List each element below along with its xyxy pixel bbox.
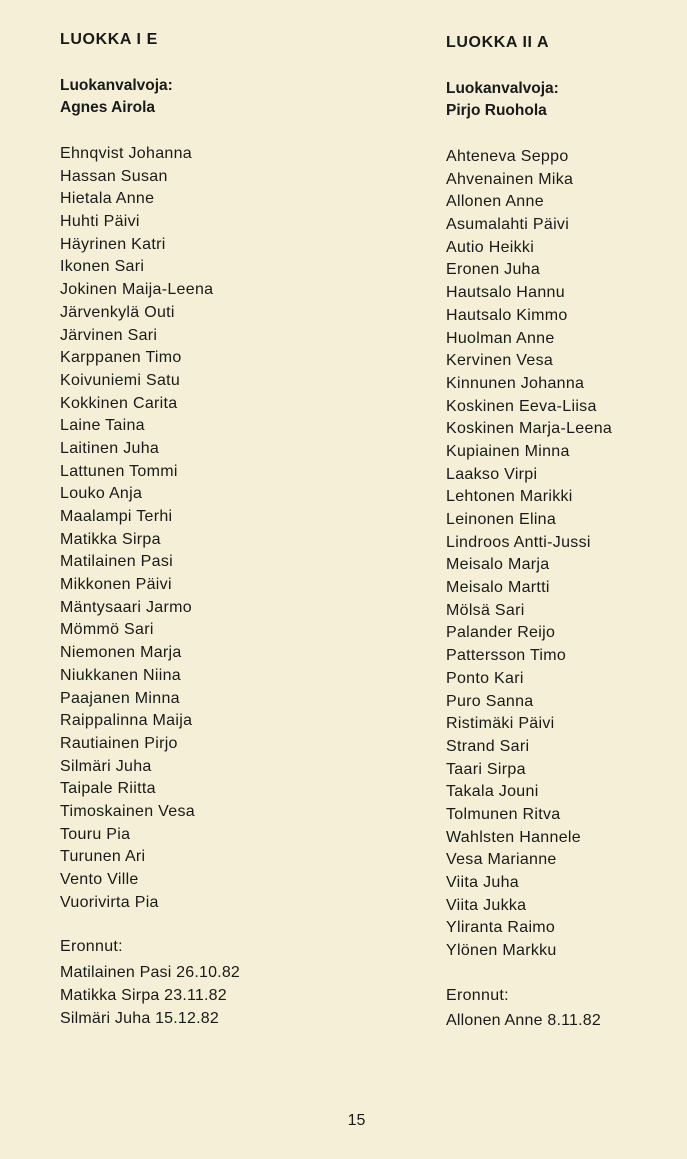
class-heading: LUOKKA I E: [60, 31, 158, 48]
student-name: Strand Sari: [446, 737, 530, 755]
student-name: Meisalo Martti: [446, 579, 550, 597]
student-name: Touru Pia: [60, 825, 131, 843]
student-name: Vuorivirta Pia: [60, 893, 159, 911]
student-name: Ahteneva Seppo: [446, 148, 569, 165]
student-name: Rautiainen Pirjo: [60, 734, 178, 752]
student-name: Niemonen Marja: [60, 644, 182, 662]
student-name: Järvinen Sari: [60, 326, 158, 344]
resigned-entry: Matikka Sirpa 23.11.82: [60, 987, 227, 1005]
student-name: Mömmö Sari: [60, 621, 154, 639]
student-name: Niukkanen Niina: [60, 666, 182, 684]
supervisor-label: Luokanvalvoja:: [60, 77, 173, 94]
student-name: Laine Taina: [60, 417, 145, 435]
resigned-entry: Silmäri Juha 15.12.82: [60, 1010, 219, 1028]
class-2a-column: [446, 33, 687, 1032]
student-name: Taari Sirpa: [446, 760, 526, 778]
student-name: Turunen Ari: [60, 848, 146, 866]
resigned-label: Eronnut:: [446, 986, 509, 1004]
student-name: Tolmunen Ritva: [446, 805, 561, 823]
student-name: Huolman Anne: [446, 329, 555, 347]
student-name: Paajanen Minna: [60, 689, 180, 707]
student-name: Ehnqvist Johanna: [60, 145, 193, 162]
student-name: Koskinen Marja-Leena: [446, 420, 613, 438]
student-name: Eronen Juha: [446, 261, 541, 279]
student-name: Leinonen Elina: [446, 511, 557, 528]
student-name: Asumalahti Päivi: [446, 216, 570, 234]
student-name: Hietala Anne: [60, 190, 155, 208]
page-number: 15: [347, 1112, 366, 1129]
student-name: Kervinen Vesa: [446, 352, 554, 370]
student-name: Laitinen Juha: [60, 439, 160, 457]
supervisor-name: Pirjo Ruohola: [446, 102, 547, 119]
student-name: Takala Jouni: [446, 783, 539, 801]
student-name: Taipale Riitta: [60, 780, 156, 798]
student-name: Timoskainen Vesa: [60, 802, 195, 820]
student-name: Kokkinen Carita: [60, 394, 178, 412]
student-name: Ikonen Sari: [60, 258, 145, 276]
student-name: Allonen Anne: [446, 193, 544, 211]
student-name: Hassan Susan: [60, 167, 168, 185]
student-name: Puro Sanna: [446, 692, 534, 710]
student-name: Autio Heikki: [446, 238, 535, 256]
student-name: Koivuniemi Satu: [60, 371, 181, 389]
class-heading: LUOKKA II A: [446, 34, 550, 51]
resigned-list: [446, 1009, 687, 1032]
student-name: Maalampi Terhi: [60, 508, 173, 525]
student-name: Viita Juha: [446, 874, 519, 891]
student-name: Matikka Sirpa: [60, 530, 161, 548]
student-name: Lindroos Antti-Jussi: [446, 533, 591, 551]
student-name: Matilainen Pasi: [60, 553, 173, 571]
student-list: [446, 146, 687, 963]
student-name: Huhti Päivi: [60, 213, 140, 231]
student-name: Ylönen Markku: [446, 942, 557, 960]
student-name: Jokinen Maija-Leena: [60, 281, 214, 299]
student-name: Palander Reijo: [446, 624, 556, 642]
resigned-entry: Matilainen Pasi 26.10.82: [60, 964, 241, 982]
student-name: Lehtonen Marikki: [446, 488, 573, 506]
student-name: Mikkonen Päivi: [60, 576, 172, 594]
student-name: Ahvenainen Mika: [446, 170, 574, 188]
student-name: Vento Ville: [60, 871, 139, 888]
student-name: Silmäri Juha: [60, 757, 152, 775]
student-name: Meisalo Marja: [446, 556, 550, 574]
student-name: Louko Anja: [60, 485, 143, 503]
student-list: [60, 143, 360, 914]
student-name: Viita Jukka: [446, 896, 527, 914]
student-name: Hautsalo Hannu: [446, 284, 565, 302]
student-name: Mölsä Sari: [446, 601, 525, 619]
student-name: Kinnunen Johanna: [446, 374, 585, 392]
student-name: Karppanen Timo: [60, 349, 182, 367]
student-name: Yliranta Raimo: [446, 919, 556, 937]
student-name: Lattunen Tommi: [60, 462, 178, 480]
student-name: Ristimäki Päivi: [446, 715, 555, 733]
student-name: Kupiainen Minna: [446, 442, 570, 460]
student-name: Raippalinna Maija: [60, 712, 193, 730]
student-name: Häyrinen Katri: [60, 235, 166, 253]
student-name: Järvenkylä Outi: [60, 303, 175, 321]
student-name: Vesa Marianne: [446, 851, 557, 869]
student-name: Pattersson Timo: [446, 647, 567, 665]
resigned-label: Eronnut:: [60, 938, 123, 956]
student-name: Ponto Kari: [446, 669, 524, 687]
supervisor-label: Luokanvalvoja:: [446, 80, 559, 97]
student-name: Hautsalo Kimmo: [446, 306, 568, 324]
student-name: Wahlsten Hannele: [446, 828, 581, 846]
supervisor-name: Agnes Airola: [60, 99, 156, 116]
class-1e-column: [60, 30, 360, 1030]
resigned-entry: Allonen Anne 8.11.82: [446, 1012, 601, 1030]
student-name: Laakso Virpi: [446, 465, 538, 483]
student-name: Koskinen Eeva-Liisa: [446, 397, 597, 415]
resigned-list: [60, 961, 360, 1030]
student-name: Mäntysaari Jarmo: [60, 598, 192, 616]
